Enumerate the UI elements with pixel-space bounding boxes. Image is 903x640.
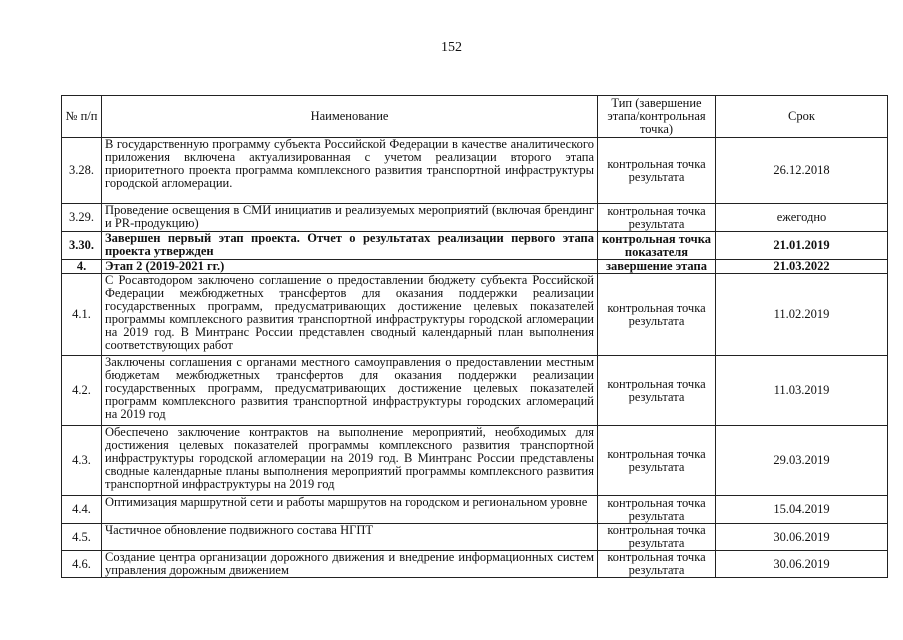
header-date: Срок bbox=[716, 96, 888, 138]
row-deadline: 11.03.2019 bbox=[716, 356, 888, 426]
row-name: Этап 2 (2019-2021 гг.) bbox=[102, 260, 598, 274]
row-number: 3.29. bbox=[62, 204, 102, 232]
row-deadline: 26.12.2018 bbox=[716, 138, 888, 204]
row-type: контрольная точка результата bbox=[598, 524, 716, 551]
row-name: С Росавтодором заключено соглашение о предоставлении бюджету субъекта Российской Федерации межбюджетных трансфертов для оказания поддержки реализации государственных программ, предусматривающих достижение целевых показателей программы комплексного развития транспортной инфраструктуры городской агломерации на 2019 год. В Минтранс России представлен сводный календарный план выполнения соответствующих работ bbox=[102, 274, 598, 356]
table-row bbox=[62, 426, 888, 496]
row-deadline: 15.04.2019 bbox=[716, 496, 888, 524]
row-type: контрольная точка результата bbox=[598, 496, 716, 524]
row-deadline: 30.06.2019 bbox=[716, 551, 888, 578]
table-row bbox=[62, 274, 888, 356]
table-row bbox=[62, 232, 888, 260]
header-name: Наименование bbox=[102, 96, 598, 138]
row-type: контрольная точка результата bbox=[598, 356, 716, 426]
row-name: В государственную программу субъекта Российской Федерации в качестве аналитического приложения включена актуализированная с учетом реализации второго этапа приоритетного проекта программа комплексного развития транспортной инфраструктуры городской агломерации. bbox=[102, 138, 598, 204]
row-number: 3.28. bbox=[62, 138, 102, 204]
row-type: контрольная точка результата bbox=[598, 274, 716, 356]
row-number: 4.2. bbox=[62, 356, 102, 426]
row-deadline: 21.01.2019 bbox=[716, 232, 888, 260]
row-number: 4.5. bbox=[62, 524, 102, 551]
row-deadline: 21.03.2022 bbox=[716, 260, 888, 274]
row-type: завершение этапа bbox=[598, 260, 716, 274]
row-deadline: ежегодно bbox=[716, 204, 888, 232]
row-name: Завершен первый этап проекта. Отчет о результатах реализации первого этапа проекта утвержден bbox=[102, 232, 598, 260]
row-number: 4.4. bbox=[62, 496, 102, 524]
row-number: 4.3. bbox=[62, 426, 102, 496]
table-row bbox=[62, 260, 888, 274]
row-name: Создание центра организации дорожного движения и внедрение информационных систем управления дорожным движением bbox=[102, 551, 598, 578]
row-name: Частичное обновление подвижного состава НГПТ bbox=[102, 524, 598, 551]
table-row bbox=[62, 551, 888, 578]
project-stages-table bbox=[61, 95, 888, 578]
row-number: 4.1. bbox=[62, 274, 102, 356]
row-type: контрольная точка результата bbox=[598, 426, 716, 496]
row-type: контрольная точка результата bbox=[598, 204, 716, 232]
table-row bbox=[62, 356, 888, 426]
table-row bbox=[62, 496, 888, 524]
header-type: Тип (завершение этапа/контрольная точка) bbox=[598, 96, 716, 138]
page-number: 152 bbox=[441, 40, 462, 55]
table-row bbox=[62, 204, 888, 232]
table-body bbox=[62, 138, 888, 578]
row-type: контрольная точка результата bbox=[598, 138, 716, 204]
header-num: № п/п bbox=[62, 96, 102, 138]
row-number: 4.6. bbox=[62, 551, 102, 578]
row-type: контрольная точка показателя bbox=[598, 232, 716, 260]
row-deadline: 11.02.2019 bbox=[716, 274, 888, 356]
row-name: Заключены соглашения с органами местного самоуправления о предоставлении местным бюджетам межбюджетных трансфертов для оказания поддержки реализации государственных программ, предусматривающих достижение целевых показателей программ комплексного развития транспортной инфраструктуры городских агломераций на 2019 год bbox=[102, 356, 598, 426]
row-number: 4. bbox=[62, 260, 102, 274]
row-type: контрольная точка результата bbox=[598, 551, 716, 578]
row-name: Проведение освещения в СМИ инициатив и реализуемых мероприятий (включая брендинг и PR-продукцию) bbox=[102, 204, 598, 232]
row-name: Обеспечено заключение контрактов на выполнение мероприятий, необходимых для достижения целевых показателей программы комплексного развития транспортной инфраструктуры городской агломерации на 2019 год. В Минтранс России представлены сводные календарные планы выполнения мероприятий программы комплексного развития транспортной инфраструктуры на 2019 год bbox=[102, 426, 598, 496]
row-name: Оптимизация маршрутной сети и работы маршрутов на городском и региональном уровне bbox=[102, 496, 598, 524]
row-number: 3.30. bbox=[62, 232, 102, 260]
table-row bbox=[62, 138, 888, 204]
row-deadline: 29.03.2019 bbox=[716, 426, 888, 496]
table-row bbox=[62, 524, 888, 551]
row-deadline: 30.06.2019 bbox=[716, 524, 888, 551]
